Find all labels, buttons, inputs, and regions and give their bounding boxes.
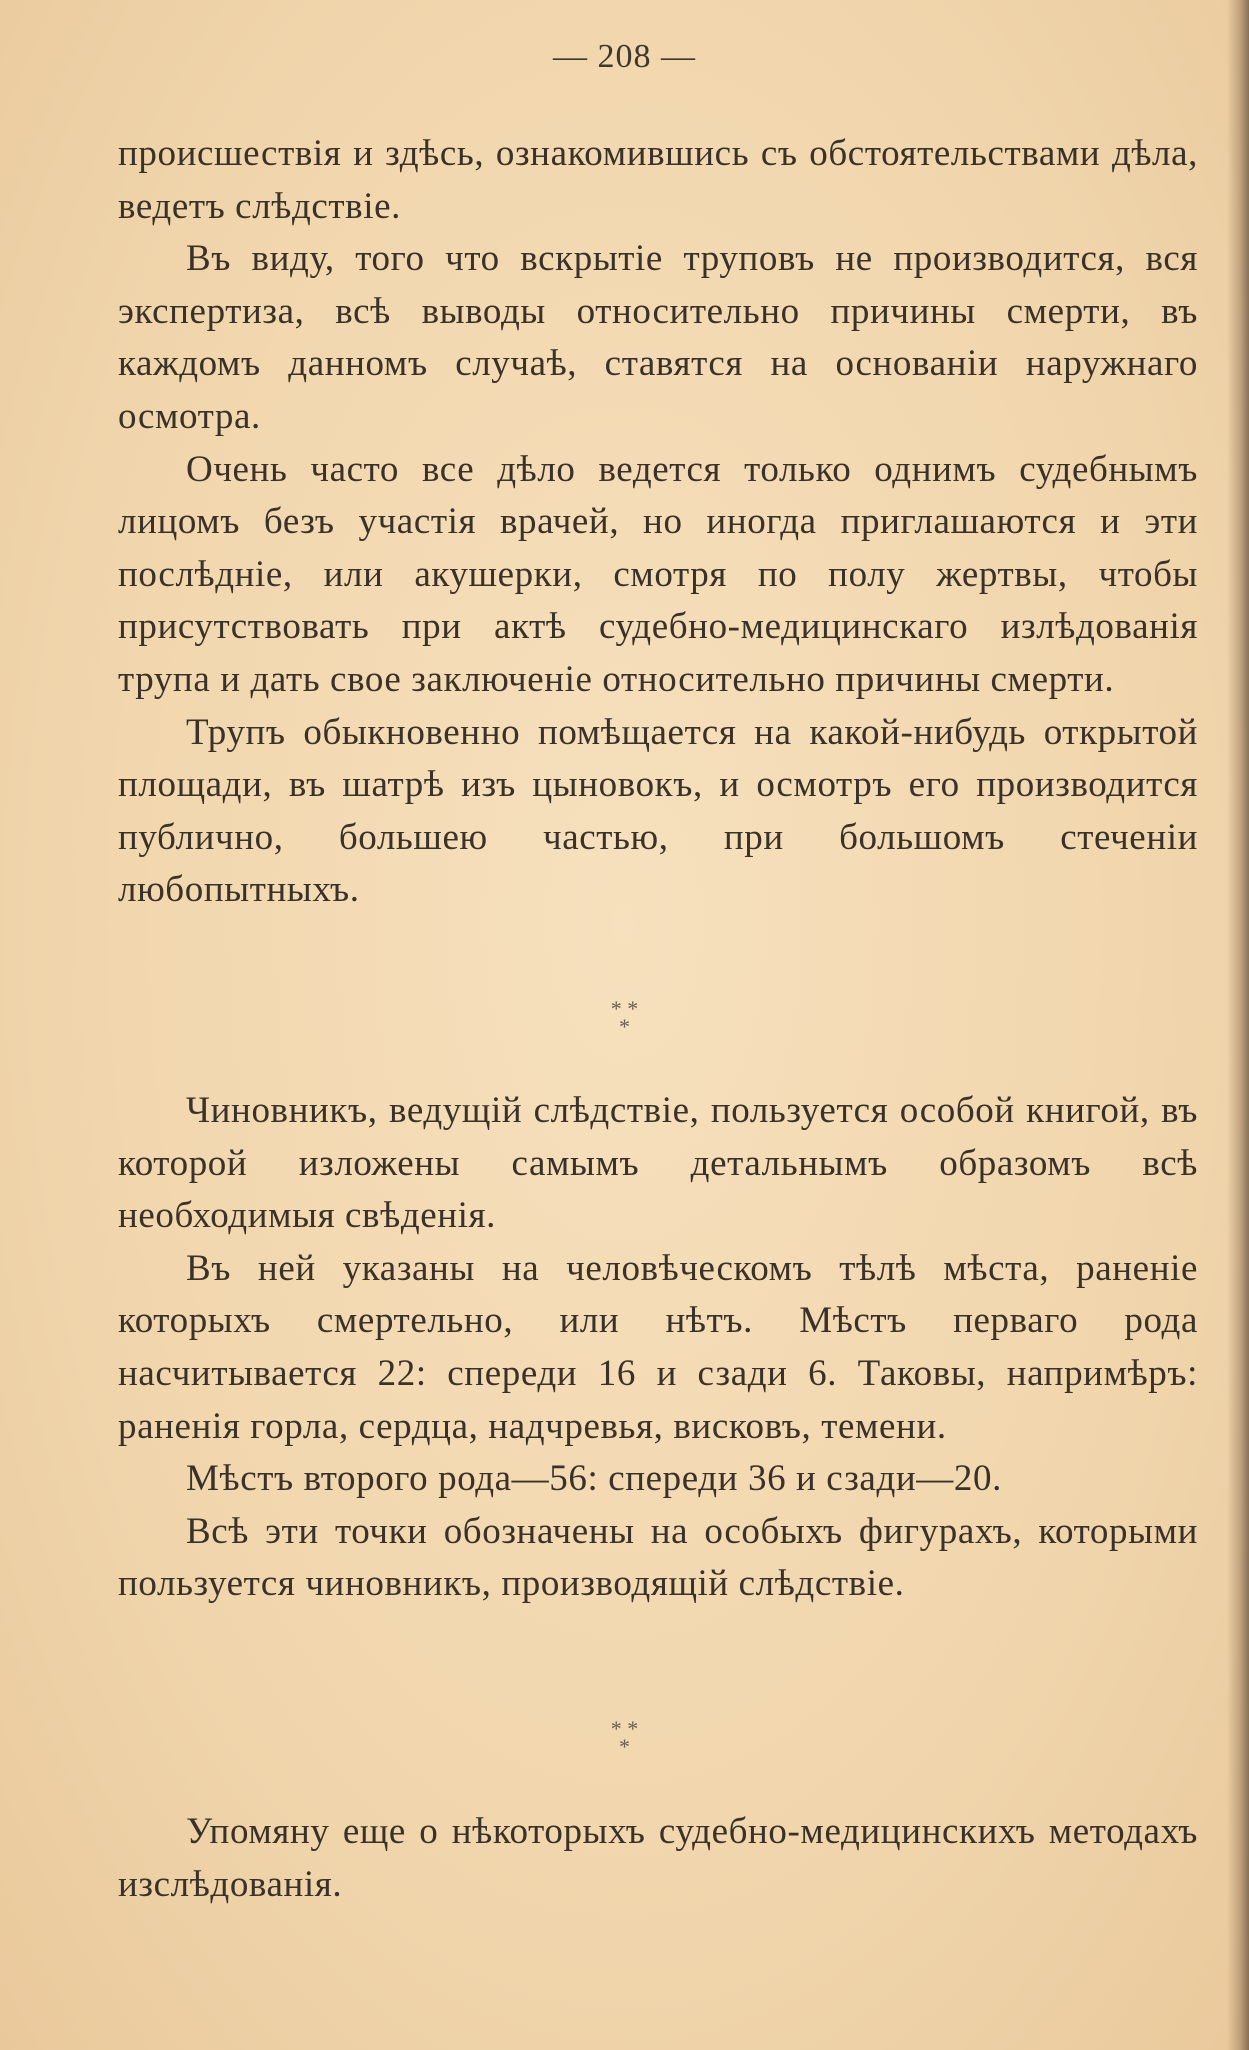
page-number: — 208 —	[553, 38, 696, 75]
paragraph-1-4: Трупъ обыкновенно помѣщается на какой-нибудь открытой площади, въ шатрѣ изъ цыновокъ, и осмотръ его производится публично, большею частью, при большомъ стеченіи любопытныхъ.	[118, 711, 1198, 911]
paragraph-1-3: Очень часто все дѣло ведется только однимъ судебнымъ лицомъ безъ участія врачей, но иногда приглашаются и эти послѣдніе, или акушерки, смотря по полу жертвы, чтобы присутствовать при актѣ судебно-медицинскаго излѣдованія трупа и дать свое заключеніе относительно причины смерти.	[118, 448, 1198, 700]
paragraph-3-1: Упомяну еще о нѣкоторыхъ судебно-медицинскихъ методахъ изслѣдованія.	[118, 1811, 1198, 1905]
text-section-3	[118, 1806, 1198, 1911]
asterism-separator-1	[0, 996, 1249, 1039]
text-section-1	[118, 128, 1198, 917]
paragraph-2-2: Въ ней указаны на человѣческомъ тѣлѣ мѣста, раненіе которыхъ смертельно, или нѣтъ. Мѣстъ перваго рода насчитывается 22: спереди 16 и сзади 6. Таковы, напримѣръ: раненія горла, сердца, надчревья, висковъ, темени.	[118, 1247, 1198, 1447]
text-section-2	[118, 1085, 1198, 1611]
asterism-bottom: *	[619, 1734, 630, 1759]
asterism-separator-2	[0, 1716, 1249, 1759]
paragraph-2-4: Всѣ эти точки обозначены на особыхъ фигурахъ, которыми пользуется чиновникъ, производящій слѣдствіе.	[118, 1510, 1198, 1605]
paragraph-1-1: происшествія и здѣсь, ознакомившись съ обстоятельствами дѣла, ведетъ слѣдствіе.	[118, 133, 1198, 227]
paragraph-2-1: Чиновникъ, ведущій слѣдствіе, пользуется особой книгой, въ которой изложены самымъ детальнымъ образомъ всѣ необходимыя свѣденія.	[118, 1090, 1198, 1237]
asterism-top: * *	[610, 996, 639, 1021]
paragraph-1-2: Въ виду, того что вскрытіе труповъ не производится, вся экспертиза, всѣ выводы относительно причины смерти, въ каждомъ данномъ случаѣ, ставятся на основаніи наружнаго осмотра.	[118, 238, 1198, 437]
asterism-bottom: *	[619, 1014, 630, 1039]
paragraph-2-3: Мѣстъ второго рода—56: спереди 36 и сзади—20.	[186, 1458, 1002, 1500]
asterism-top: * *	[610, 1716, 639, 1741]
